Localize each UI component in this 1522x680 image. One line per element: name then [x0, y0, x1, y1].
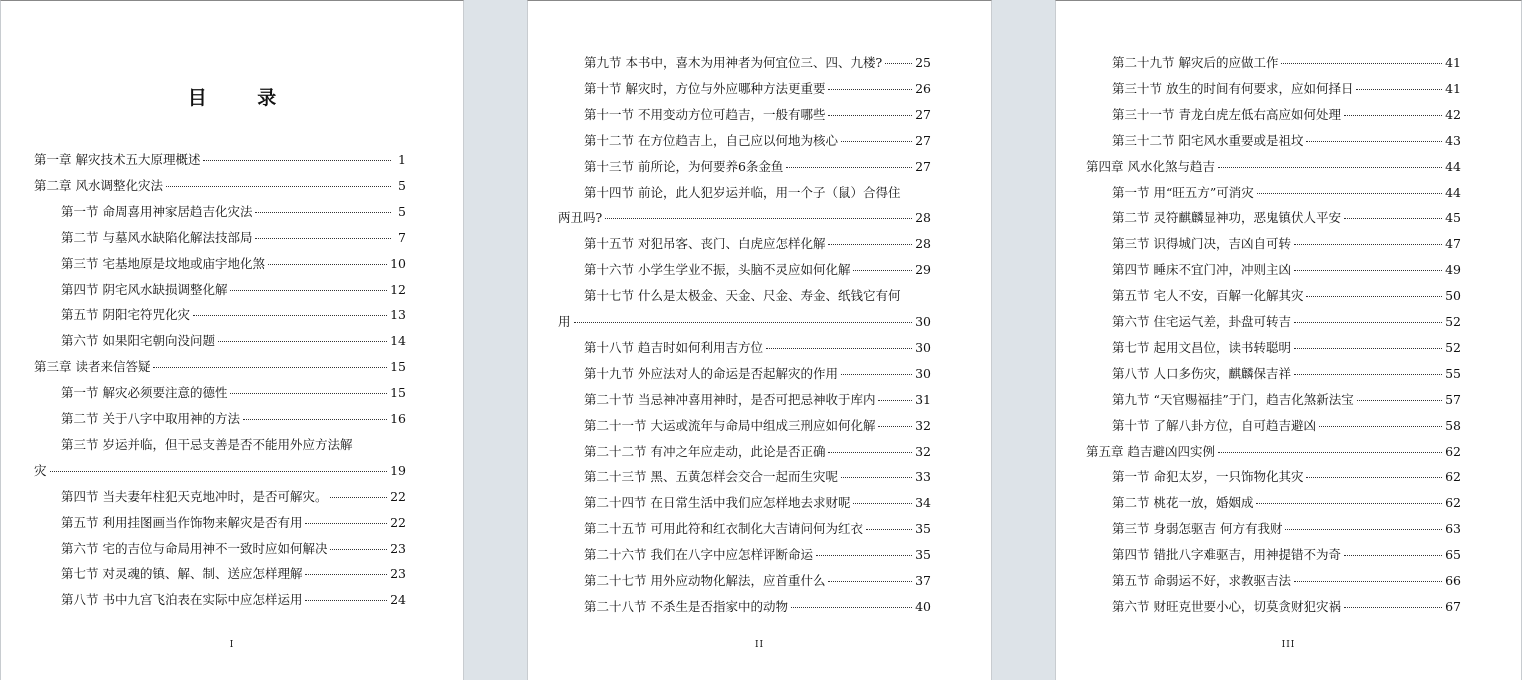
toc-entry [584, 107, 931, 123]
toc-entry [61, 489, 406, 505]
toc-entry-label: 第四节 睡床不宜门冲，冲则主凶 [1112, 262, 1291, 278]
toc-entry-label: 第七节 起用文昌位，读书转聪明 [1112, 339, 1291, 355]
toc-entry-page: 62 [1445, 495, 1461, 511]
toc-entry-page: 49 [1445, 262, 1461, 278]
toc-entry [34, 359, 406, 375]
toc-entry-page: 25 [915, 55, 931, 70]
toc-entry [61, 592, 406, 608]
toc-leader-dots [230, 393, 387, 394]
toc-entry [34, 152, 406, 168]
toc-leader-dots [153, 367, 387, 368]
toc-entry-page: 5 [398, 203, 406, 219]
toc-entry-page: 26 [915, 80, 931, 96]
toc-entry-label: 第十八节 趋吉时如何利用吉方位 [584, 339, 763, 355]
toc-entry-page: 13 [390, 307, 406, 323]
toc-entry-page: 28 [915, 210, 931, 226]
toc-entry-page: 29 [915, 262, 931, 278]
toc-leader-dots [1285, 529, 1442, 530]
toc-entry-page: 28 [915, 236, 931, 252]
toc-entry [1112, 210, 1461, 226]
toc-entry-page: 27 [915, 158, 931, 174]
toc-entry-page: 16 [390, 411, 406, 426]
toc-leader-dots [853, 503, 912, 504]
toc-entry-label: 第三节 岁运并临，但干忌支善是否不能用外应方法解 [61, 436, 353, 452]
toc-leader-dots [1294, 348, 1442, 349]
toc-entry-page: 19 [390, 462, 406, 478]
toc-entry [584, 392, 931, 408]
toc-entry [61, 307, 406, 323]
toc-entry [61, 333, 406, 349]
toc-leader-dots [828, 244, 912, 245]
toc-entry-label: 两丑吗? [558, 210, 603, 226]
toc-entry-page: 41 [1445, 80, 1461, 96]
toc-entry [1112, 81, 1461, 97]
toc-leader-dots [305, 574, 387, 575]
toc-entry-label: 第二十九节 解灾后的应做工作 [1112, 55, 1279, 70]
toc-entry-label: 第四章 风水化煞与趋吉 [1086, 158, 1215, 174]
toc-entry [584, 547, 931, 563]
toc-leader-dots [885, 63, 912, 64]
toc-entry [584, 81, 931, 97]
toc-entry-label: 第一节 命周喜用神家居趋吉化灾法 [61, 203, 253, 219]
toc-entry [558, 314, 931, 330]
toc-entry-label: 第十四节 前论，此人犯岁运并临，用一个子（鼠）合得住 [584, 184, 901, 200]
toc-entry-label: 用 [558, 314, 571, 329]
toc-entry-page: 47 [1445, 236, 1461, 252]
toc-entry-page: 15 [390, 385, 406, 401]
toc-entry-page: 41 [1445, 55, 1461, 70]
toc-entry [61, 385, 406, 401]
toc-entry-label: 第八节 书中九宫飞泊表在实际中应怎样运用 [61, 592, 303, 608]
toc-leader-dots [1218, 452, 1442, 453]
toc-leader-dots [816, 555, 912, 556]
toc-entry [584, 366, 931, 382]
toc-leader-dots [1306, 141, 1442, 142]
toc-entry [584, 133, 931, 149]
toc-leader-dots [791, 607, 912, 608]
toc-entry-label: 第十五节 对犯吊客、丧门、白虎应怎样化解 [584, 236, 826, 252]
toc-leader-dots [766, 348, 912, 349]
toc-entry-page: 22 [390, 488, 406, 504]
toc-leader-dots [878, 400, 912, 401]
toc-entry-label: 第三节 识得城门决，吉凶自可转 [1112, 236, 1291, 252]
toc-entry-label: 第二十六节 我们在八字中应怎样评断命运 [584, 547, 813, 563]
toc-entry [584, 444, 931, 460]
toc-entry-label: 第十节 解灾时，方位与外应哪种方法更重要 [584, 80, 826, 96]
toc-entry-page: 23 [390, 566, 406, 582]
toc-entry-label: 第十一节 不用变动方位可趋吉，一般有哪些 [584, 106, 826, 122]
toc-entry-page: 65 [1445, 547, 1461, 563]
toc-entry-label: 第二节 关于八字中取用神的方法 [61, 411, 240, 426]
toc-entry-label: 第六节 财旺克世要小心，切莫贪财犯灾祸 [1112, 598, 1341, 614]
toc-leader-dots [193, 315, 387, 316]
toc-entry-page: 45 [1445, 210, 1461, 226]
toc-leader-dots [828, 89, 912, 90]
toc-leader-dots [878, 426, 912, 427]
toc-entry [1086, 444, 1461, 460]
toc-entry-page: 1 [398, 152, 406, 167]
toc-entry-page: 27 [915, 106, 931, 122]
toc-entry-page: 32 [915, 417, 931, 433]
toc-leader-dots [1357, 400, 1442, 401]
toc-entry-label: 第一节 用“旺五方”可消灾 [1112, 184, 1254, 200]
toc-entry-label: 第四节 错批八字难驱吉，用神提错不为奇 [1112, 547, 1341, 563]
toc-entry [1112, 573, 1461, 589]
toc-entry-label: 第五章 趋吉避凶四实例 [1086, 443, 1215, 459]
toc-leader-dots [1344, 607, 1442, 608]
toc-entry-label: 第二十节 当忌神冲喜用神时，是否可把忌神收于库内 [584, 391, 876, 407]
toc-entry [584, 573, 931, 589]
toc-title: 目 录 [187, 87, 299, 109]
toc-entry [584, 469, 931, 485]
toc-entry [1112, 133, 1461, 149]
toc-leader-dots [605, 218, 912, 219]
toc-leader-dots [1257, 193, 1442, 194]
toc-leader-dots [1281, 63, 1442, 64]
toc-entry-page: 43 [1445, 132, 1461, 148]
toc-entry [1112, 236, 1461, 252]
toc-entry-page: 30 [915, 339, 931, 355]
toc-entry [61, 437, 406, 453]
toc-entry-label: 第二节 与墓风水缺陷化解法技部局 [61, 229, 253, 245]
toc-entry-label: 第十六节 小学生学业不振，头脑不灵应如何化解 [584, 262, 851, 278]
toc-entry [1112, 55, 1461, 71]
toc-entry-page: 24 [390, 592, 406, 608]
toc-entry-page: 37 [915, 573, 931, 588]
toc-entry-page: 30 [915, 365, 931, 381]
toc-leader-dots [1319, 426, 1442, 427]
toc-leader-dots [330, 497, 387, 498]
toc-entry [61, 515, 406, 531]
toc-leader-dots [255, 212, 391, 213]
toc-entry [61, 541, 406, 557]
toc-entry-page: 66 [1445, 573, 1461, 588]
toc-leader-dots [1294, 581, 1442, 582]
toc-entry [584, 418, 931, 434]
toc-entry [1112, 340, 1461, 356]
toc-leader-dots [828, 452, 912, 453]
toc-entry-label: 第二十三节 黑、五黄怎样会交合一起而生灾呢 [584, 469, 838, 485]
page-number: I [229, 640, 235, 650]
toc-entry-page: 22 [390, 514, 406, 530]
toc-entry-page: 52 [1445, 339, 1461, 355]
toc-leader-dots [828, 115, 912, 116]
toc-leader-dots [786, 167, 912, 168]
toc-entry-label: 第三十节 放生的时间有何要求，应如何择日 [1112, 80, 1354, 96]
toc-entry-page: 40 [915, 598, 931, 614]
toc-leader-dots [166, 186, 391, 187]
toc-entry-label: 第三十一节 青龙白虎左低右高应如何处理 [1112, 106, 1341, 122]
toc-entry-page: 35 [915, 547, 931, 563]
toc-leader-dots [1306, 477, 1442, 478]
toc-leader-dots [50, 471, 388, 472]
toc-leader-dots [828, 581, 912, 582]
toc-entry-page: 42 [1445, 106, 1461, 122]
toc-entry [1112, 107, 1461, 123]
toc-entry [61, 204, 406, 220]
toc-entry-page: 30 [915, 314, 931, 329]
toc-entry-label: 第六节 宅的吉位与命局用神不一致时应如何解决 [61, 540, 328, 556]
toc-entry [584, 521, 931, 537]
toc-entry [584, 495, 931, 511]
toc-entry [1112, 185, 1461, 201]
toc-leader-dots [305, 523, 387, 524]
toc-leader-dots [255, 238, 391, 239]
toc-entry-label: 第二十八节 不杀生是否指家中的动物 [584, 598, 788, 614]
toc-entry [584, 288, 931, 304]
toc-entry [584, 185, 931, 201]
toc-entry [584, 262, 931, 278]
toc-entry-label: 第六节 住宅运气差，卦盘可转吉 [1112, 314, 1291, 329]
toc-entry-page: 27 [915, 132, 931, 148]
toc-entry-page: 31 [915, 391, 931, 407]
toc-entry [1112, 262, 1461, 278]
toc-entry [584, 340, 931, 356]
toc-entry-label: 第六节 如果阳宅朝向没问题 [61, 333, 215, 349]
toc-entry-label: 第一章 解灾技术五大原理概述 [34, 152, 201, 167]
toc-entry [61, 411, 406, 427]
toc-entry [1112, 495, 1461, 511]
toc-leader-dots [203, 160, 391, 161]
toc-leader-dots [1344, 218, 1442, 219]
toc-entry [1112, 392, 1461, 408]
toc-entry-page: 67 [1445, 598, 1461, 614]
toc-entry [1112, 547, 1461, 563]
toc-entry-label: 灾 [34, 462, 47, 478]
toc-leader-dots [853, 270, 912, 271]
toc-entry-page: 35 [915, 521, 931, 537]
toc-leader-dots [1294, 374, 1442, 375]
toc-entry-label: 第二十一节 大运或流年与命局中组成三刑应如何化解 [584, 417, 876, 433]
toc-entry-page: 58 [1445, 417, 1461, 433]
toc-entry-label: 第五节 利用挂图画当作饰物来解灾是否有用 [61, 514, 303, 530]
toc-entry-label: 第九节 本书中，喜木为用神者为何宜位三、四、九楼? [584, 55, 883, 70]
toc-entry-label: 第五节 阴阳宅符咒化灾 [61, 307, 190, 323]
toc-entry-label: 第三节 宅基地原是坟地或庙宇地化煞 [61, 255, 265, 271]
toc-entry [61, 256, 406, 272]
toc-entry [61, 282, 406, 298]
toc-entry [584, 599, 931, 615]
toc-entry [1112, 366, 1461, 382]
toc-entry-label: 第十七节 什么是太极金、天金、尺金、寿金、纸钱它有何 [584, 288, 901, 304]
toc-entry-page: 15 [390, 359, 406, 375]
toc-leader-dots [1218, 167, 1442, 168]
toc-entry-page: 52 [1445, 314, 1461, 329]
toc-leader-dots [1294, 270, 1442, 271]
toc-entry-label: 第三章 读者来信答疑 [34, 359, 151, 375]
toc-leader-dots [243, 419, 387, 420]
toc-entry-label: 第四节 阴宅风水缺损调整化解 [61, 281, 228, 297]
toc-entry [1112, 521, 1461, 537]
toc-entry [584, 55, 931, 71]
toc-entry-label: 第九节 “天官赐福挂”于门，趋吉化煞新法宝 [1112, 391, 1354, 407]
toc-entry-label: 第二节 桃花一放，婚姻成 [1112, 495, 1254, 511]
toc-entry [558, 210, 931, 226]
toc-entry [1112, 288, 1461, 304]
toc-entry-label: 第一节 解灾必须要注意的德性 [61, 385, 228, 401]
toc-entry [61, 230, 406, 246]
toc-leader-dots [841, 374, 912, 375]
toc-entry-label: 第二十二节 有冲之年应走动，此论是否正确 [584, 443, 826, 459]
toc-entry-page: 63 [1445, 521, 1461, 537]
toc-entry [1112, 599, 1461, 615]
toc-leader-dots [1294, 244, 1442, 245]
toc-entry-page: 23 [390, 540, 406, 556]
toc-entry-page: 14 [390, 333, 406, 349]
toc-entry-label: 第七节 对灵魂的镇、解、制、送应怎样理解 [61, 566, 303, 582]
page-1 [0, 0, 464, 680]
page-2 [527, 0, 992, 680]
toc-leader-dots [1294, 322, 1442, 323]
toc-leader-dots [1344, 115, 1442, 116]
toc-entry-page: 62 [1445, 469, 1461, 485]
toc-entry [61, 566, 406, 582]
page-number: III [1281, 640, 1296, 650]
toc-leader-dots [1306, 296, 1442, 297]
toc-entry-label: 第五节 宅人不安，百解一化解其灾 [1112, 288, 1304, 304]
toc-leader-dots [330, 549, 387, 550]
toc-entry-label: 第一节 命犯太岁，一只饰物化其灾 [1112, 469, 1304, 485]
toc-entry [1112, 314, 1461, 330]
toc-entry-label: 第十节 了解八卦方位，自可趋吉避凶 [1112, 417, 1316, 433]
toc-entry-label: 第十二节 在方位趋吉上，自己应以何地为核心 [584, 132, 838, 148]
toc-entry-page: 33 [915, 469, 931, 485]
toc-leader-dots [230, 290, 387, 291]
toc-entry-label: 第三十二节 阳宅风水重要或是祖坟 [1112, 132, 1304, 148]
toc-entry [34, 463, 406, 479]
toc-entry-page: 34 [915, 495, 931, 511]
toc-entry-label: 第二十四节 在日常生活中我们应怎样地去求财呢 [584, 495, 851, 511]
toc-entry-page: 62 [1445, 443, 1461, 459]
toc-entry-page: 50 [1445, 288, 1461, 304]
toc-entry-label: 第二十七节 用外应动物化解法，应首重什么 [584, 573, 826, 588]
toc-leader-dots [841, 141, 912, 142]
toc-entry-label: 第五节 命弱运不好，求教驱吉法 [1112, 573, 1291, 588]
toc-entry [1112, 418, 1461, 434]
toc-entry-label: 第十九节 外应法对人的命运是否起解灾的作用 [584, 365, 838, 381]
toc-entry [584, 236, 931, 252]
toc-entry-page: 10 [390, 255, 406, 271]
toc-entry-page: 44 [1445, 184, 1461, 200]
toc-entry-page: 55 [1445, 365, 1461, 381]
toc-entry [1086, 159, 1461, 175]
toc-entry-page: 44 [1445, 158, 1461, 174]
toc-entry-label: 第三节 身弱怎驱吉 何方有我财 [1112, 521, 1283, 537]
toc-leader-dots [866, 529, 912, 530]
toc-entry-page: 7 [398, 229, 406, 245]
toc-entry [1112, 469, 1461, 485]
toc-entry [584, 159, 931, 175]
page-number: II [754, 640, 765, 650]
toc-entry-page: 57 [1445, 391, 1461, 407]
toc-leader-dots [841, 477, 912, 478]
toc-entry [34, 178, 406, 194]
toc-leader-dots [1344, 555, 1442, 556]
toc-leader-dots [218, 341, 387, 342]
toc-entry-page: 12 [390, 281, 406, 297]
toc-entry-label: 第二十五节 可用此符和红衣制化大吉请问何为红衣 [584, 521, 863, 537]
toc-entry-label: 第十三节 前所论，为何要养6条金鱼 [584, 158, 784, 174]
toc-leader-dots [305, 600, 387, 601]
toc-leader-dots [574, 322, 913, 323]
page-3 [1055, 0, 1522, 680]
toc-entry-label: 第二节 灵符麒麟显神功，恶鬼镇伏人平安 [1112, 210, 1341, 226]
toc-leader-dots [1356, 89, 1442, 90]
toc-entry-page: 5 [398, 177, 406, 193]
toc-leader-dots [1256, 503, 1442, 504]
toc-entry-label: 第四节 当夫妻年柱犯天克地冲时，是否可解灾。 [61, 488, 328, 504]
toc-entry-label: 第二章 风水调整化灾法 [34, 177, 163, 193]
toc-leader-dots [268, 264, 387, 265]
toc-entry-label: 第八节 人口多伤灾，麒麟保吉祥 [1112, 365, 1291, 381]
toc-entry-page: 32 [915, 443, 931, 459]
